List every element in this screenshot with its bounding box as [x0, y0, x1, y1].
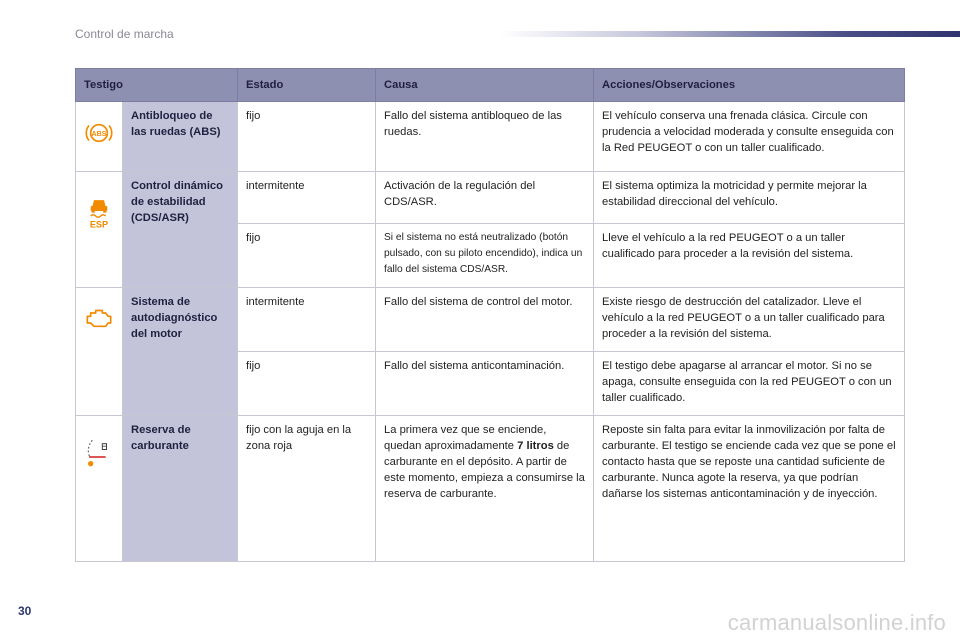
esp-icon-label: ESP: [89, 219, 109, 230]
esp-name: Control dinámico de estabilidad (CDS/ASR): [123, 172, 238, 288]
col-header-testigo: Testigo: [76, 69, 238, 102]
abs-name: Antibloqueo de las ruedas (ABS): [123, 102, 238, 172]
fuel-causa-post: de carburante en el depósito. A partir de este momento, empieza a consumirse la reserva de carburante.: [384, 440, 585, 500]
engine-estado-1: intermitente: [238, 288, 376, 352]
abs-acciones: El vehículo conserva una frenada clásica. Circule con prudencia a velocidad moderada y consulte enseguida con la Red PEUGEOT o con un taller cualificado.: [594, 102, 905, 172]
page-header-title: Control de marcha: [75, 27, 174, 41]
fuel-icon-cell: [76, 416, 123, 562]
esp-acciones-1: El sistema optimiza la motricidad y permite mejorar la estabilidad direccional del vehículo.: [594, 172, 905, 224]
fuel-estado: fijo con la aguja en la zona roja: [238, 416, 376, 562]
engine-causa-2: Fallo del sistema anticontaminación.: [376, 352, 594, 416]
engine-icon-cell: [76, 288, 123, 416]
table-header-row: [76, 69, 905, 102]
fuel-name: Reserva de carburante: [123, 416, 238, 562]
table-row-esp-1: [76, 172, 905, 224]
table-row-fuel: [76, 416, 905, 562]
abs-warning-icon: [84, 118, 114, 148]
header-decor-bar: [500, 31, 960, 37]
col-header-causa: Causa: [376, 69, 594, 102]
fuel-causa: [376, 416, 594, 562]
abs-causa: Fallo del sistema antibloqueo de las ruedas.: [376, 102, 594, 172]
fuel-causa-pre: La primera vez que se enciende, quedan aproximadamente: [384, 424, 547, 452]
esp-estado-1: intermitente: [238, 172, 376, 224]
abs-icon-cell: [76, 102, 123, 172]
esp-icon-cell: [76, 172, 123, 288]
watermark-text: carmanualsonline.info: [727, 610, 946, 635]
esp-causa-2: Si el sistema no está neutralizado (botón pulsado, con su piloto encendido), indica un fallo del sistema CDS/ASR.: [376, 224, 594, 288]
engine-causa-1: Fallo del sistema de control del motor.: [376, 288, 594, 352]
col-header-acciones: Acciones/Observaciones: [594, 69, 905, 102]
esp-warning-icon: [84, 188, 114, 234]
fuel-reserve-icon: [84, 432, 114, 472]
esp-estado-2: fijo: [238, 224, 376, 288]
page-number: 30: [18, 604, 32, 618]
fuel-causa-bold: 7 litros: [517, 440, 554, 452]
engine-check-icon: [84, 304, 114, 332]
col-header-estado: Estado: [238, 69, 376, 102]
engine-estado-2: fijo: [238, 352, 376, 416]
engine-name: Sistema de autodiagnóstico del motor: [123, 288, 238, 416]
abs-estado: fijo: [238, 102, 376, 172]
engine-acciones-2: El testigo debe apagarse al arrancar el motor. Si no se apaga, consulte enseguida con la red PEUGEOT o con un taller cualificado.: [594, 352, 905, 416]
esp-causa-1: Activación de la regulación del CDS/ASR.: [376, 172, 594, 224]
engine-acciones-1: Existe riesgo de destrucción del catalizador. Lleve el vehículo a la red PEUGEOT o a un taller cualificado para proceder a la revisión del sistema.: [594, 288, 905, 352]
table-row-abs: [76, 102, 905, 172]
table-row-engine-1: [76, 288, 905, 352]
fuel-acciones: Reposte sin falta para evitar la inmovilización por falta de carburante. El testigo se enciende cada vez que se pone el contacto hasta que se reposte una cantidad suficiente de carburante. Nunca agote la reserva, ya que podrían dañarse los sistemas anticontaminación y de inyección.: [594, 416, 905, 562]
esp-acciones-2: Lleve el vehículo a la red PEUGEOT o a un taller cualificado para proceder a la revisión del sistema.: [594, 224, 905, 288]
warning-lights-table: [75, 68, 905, 562]
svg-text:ABS: ABS: [91, 129, 107, 138]
